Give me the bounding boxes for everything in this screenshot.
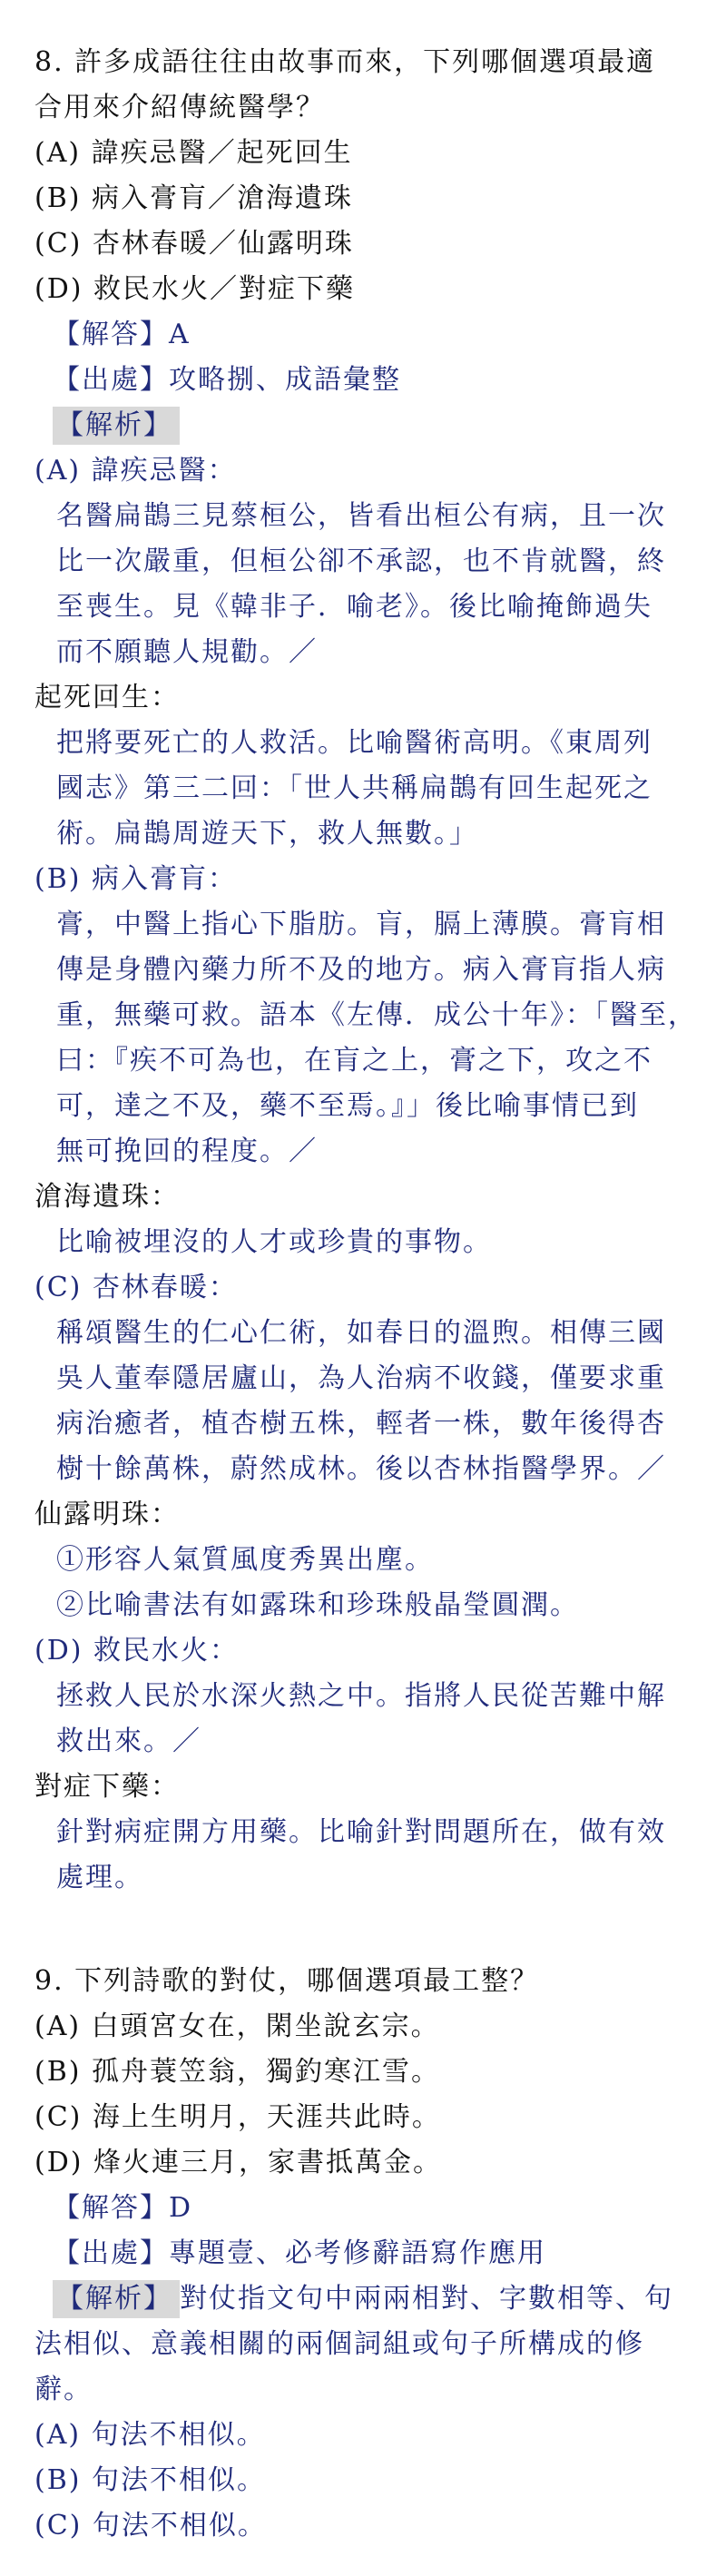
q8-analysis-d-line: 救出來。／ — [56, 1726, 201, 1757]
q8-analysis-c-line: 病治癒者，植杏樹五株，輕者一株，數年後得杏 — [56, 1408, 666, 1440]
q9-analysis-line: 辭。 — [34, 2374, 93, 2405]
q9-analysis-line: 法相似、意義相關的兩個詞組或句子所構成的修 — [34, 2328, 644, 2360]
q8-stem-line-2: 合用來介紹傳統醫學？ — [34, 92, 325, 123]
question-9 — [34, 1959, 702, 2549]
q8-analysis-c-line: 樹十餘萬株，蔚然成林。後以杏林指醫學界。／ — [56, 1453, 666, 1485]
q8-answer: 【解答】A — [53, 319, 191, 350]
q8-analysis-d2-line: 處理。 — [56, 1862, 143, 1893]
q8-analysis-a-line: 而不願聽人規勸。／ — [56, 636, 318, 668]
q9-analysis-tag: 【解析】 — [53, 2280, 180, 2318]
q9-answer: 【解答】D — [53, 2192, 193, 2224]
q9-stem: 9. 下列詩歌的對仗，哪個選項最工整？ — [34, 1965, 540, 1997]
q8-analysis-b2-line: 比喻被埋沒的人才或珍貴的事物。 — [56, 1226, 492, 1258]
q8-analysis-c2-head: 仙露明珠： — [34, 1499, 180, 1530]
q8-analysis-a2-line: 術。扁鵲周遊天下，救人無數。」 — [56, 818, 478, 850]
q8-analysis-c2-line: ②比喻書法有如露珠和珍珠般晶瑩圓潤。 — [56, 1589, 579, 1621]
q9-source: 【出處】專題壹、必考修辭語寫作應用 — [53, 2237, 546, 2269]
q8-analysis-a-line: 至喪生。見《韓非子．喻老》。後比喻掩飾過失 — [56, 591, 652, 623]
q9-analysis-item: (C) 句法不相似。 — [34, 2510, 267, 2542]
q9-option-d: (D) 烽火連三月，家書抵萬金。 — [34, 2147, 442, 2178]
q8-option-c: (C) 杏林春暖／仙露明珠 — [34, 228, 354, 260]
q8-source: 【出處】攻略捌、成語彙整 — [53, 364, 401, 396]
q8-option-d: (D) 救民水火／對症下藥 — [34, 273, 355, 305]
q8-analysis-d2-line: 針對病症開方用藥。比喻針對問題所在，做有效 — [56, 1816, 666, 1848]
q9-analysis-line: 對仗指文句中兩兩相對、字數相等、句 — [180, 2283, 673, 2315]
q8-analysis-a-head: (A) 諱疾忌醫： — [34, 455, 237, 487]
q8-analysis-c2-line: ①形容人氣質風度秀異出塵。 — [56, 1544, 434, 1576]
q8-analysis-b-line: 曰：『疾不可為也，在肓之上，膏之下，攻之不 — [56, 1045, 652, 1077]
q8-analysis-a2-head: 起死回生： — [34, 682, 180, 713]
q9-option-b: (B) 孤舟蓑笠翁，獨釣寒江雪。 — [34, 2056, 440, 2088]
q8-analysis-b-line: 重，無藥可救。語本《左傳．成公十年》：「醫至， — [56, 999, 697, 1031]
q8-analysis-c-line: 稱頌醫生的仁心仁術，如春日的溫煦。相傳三國 — [56, 1317, 666, 1349]
q9-option-c: (C) 海上生明月，天涯共此時。 — [34, 2101, 441, 2133]
q9-analysis-item: (B) 句法不相似。 — [34, 2464, 266, 2496]
q9-option-a: (A) 白頭宮女在，閑坐說玄宗。 — [34, 2011, 440, 2042]
q8-analysis-d-line: 拯救人民於水深火熱之中。指將人民從苦難中解 — [56, 1680, 666, 1712]
q8-analysis-tag: 【解析】 — [53, 407, 180, 445]
q8-option-a: (A) 諱疾忌醫／起死回生 — [34, 137, 353, 169]
q8-analysis-b-line: 無可挽回的程度。／ — [56, 1136, 318, 1167]
q8-stem-line-1: 8. 許多成語往往由故事而來，下列哪個選項最適 — [34, 46, 656, 78]
question-spacer — [34, 1901, 702, 1959]
q8-analysis-a-line: 名醫扁鵲三見蔡桓公，皆看出桓公有病，且一次 — [56, 500, 666, 532]
q8-analysis-b-head: (B) 病入膏肓： — [34, 863, 237, 895]
q8-analysis-a-line: 比一次嚴重，但桓公卻不承認，也不肯就醫，終 — [56, 546, 666, 577]
q8-analysis-b-line: 可，達之不及，藥不至焉。』」後比喻事情已到 — [56, 1090, 639, 1122]
q8-analysis-c-head: (C) 杏林春暖： — [34, 1272, 238, 1303]
q8-analysis-b-line: 傳是身體內藥力所不及的地方。病入膏肓指人病 — [56, 954, 666, 986]
q8-analysis-d-head: (D) 救民水火： — [34, 1635, 239, 1667]
question-8 — [34, 40, 702, 1901]
q8-analysis-b2-head: 滄海遺珠： — [34, 1181, 180, 1213]
q8-analysis-a2-line: 國志》第三二回：「世人共稱扁鵲有回生起死之 — [56, 772, 652, 804]
q9-analysis-item: (A) 句法不相似。 — [34, 2419, 266, 2451]
q8-analysis-d2-head: 對症下藥： — [34, 1771, 180, 1803]
q8-analysis-a2-line: 把將要死亡的人救活。比喻醫術高明。《東周列 — [56, 727, 652, 759]
q8-option-b: (B) 病入膏肓／滄海遺珠 — [34, 182, 353, 214]
q8-analysis-b-line: 膏，中醫上指心下脂肪。肓，膈上薄膜。膏肓相 — [56, 909, 666, 940]
q8-analysis-c-line: 吳人董奉隱居廬山，為人治病不收錢，僅要求重 — [56, 1362, 666, 1394]
